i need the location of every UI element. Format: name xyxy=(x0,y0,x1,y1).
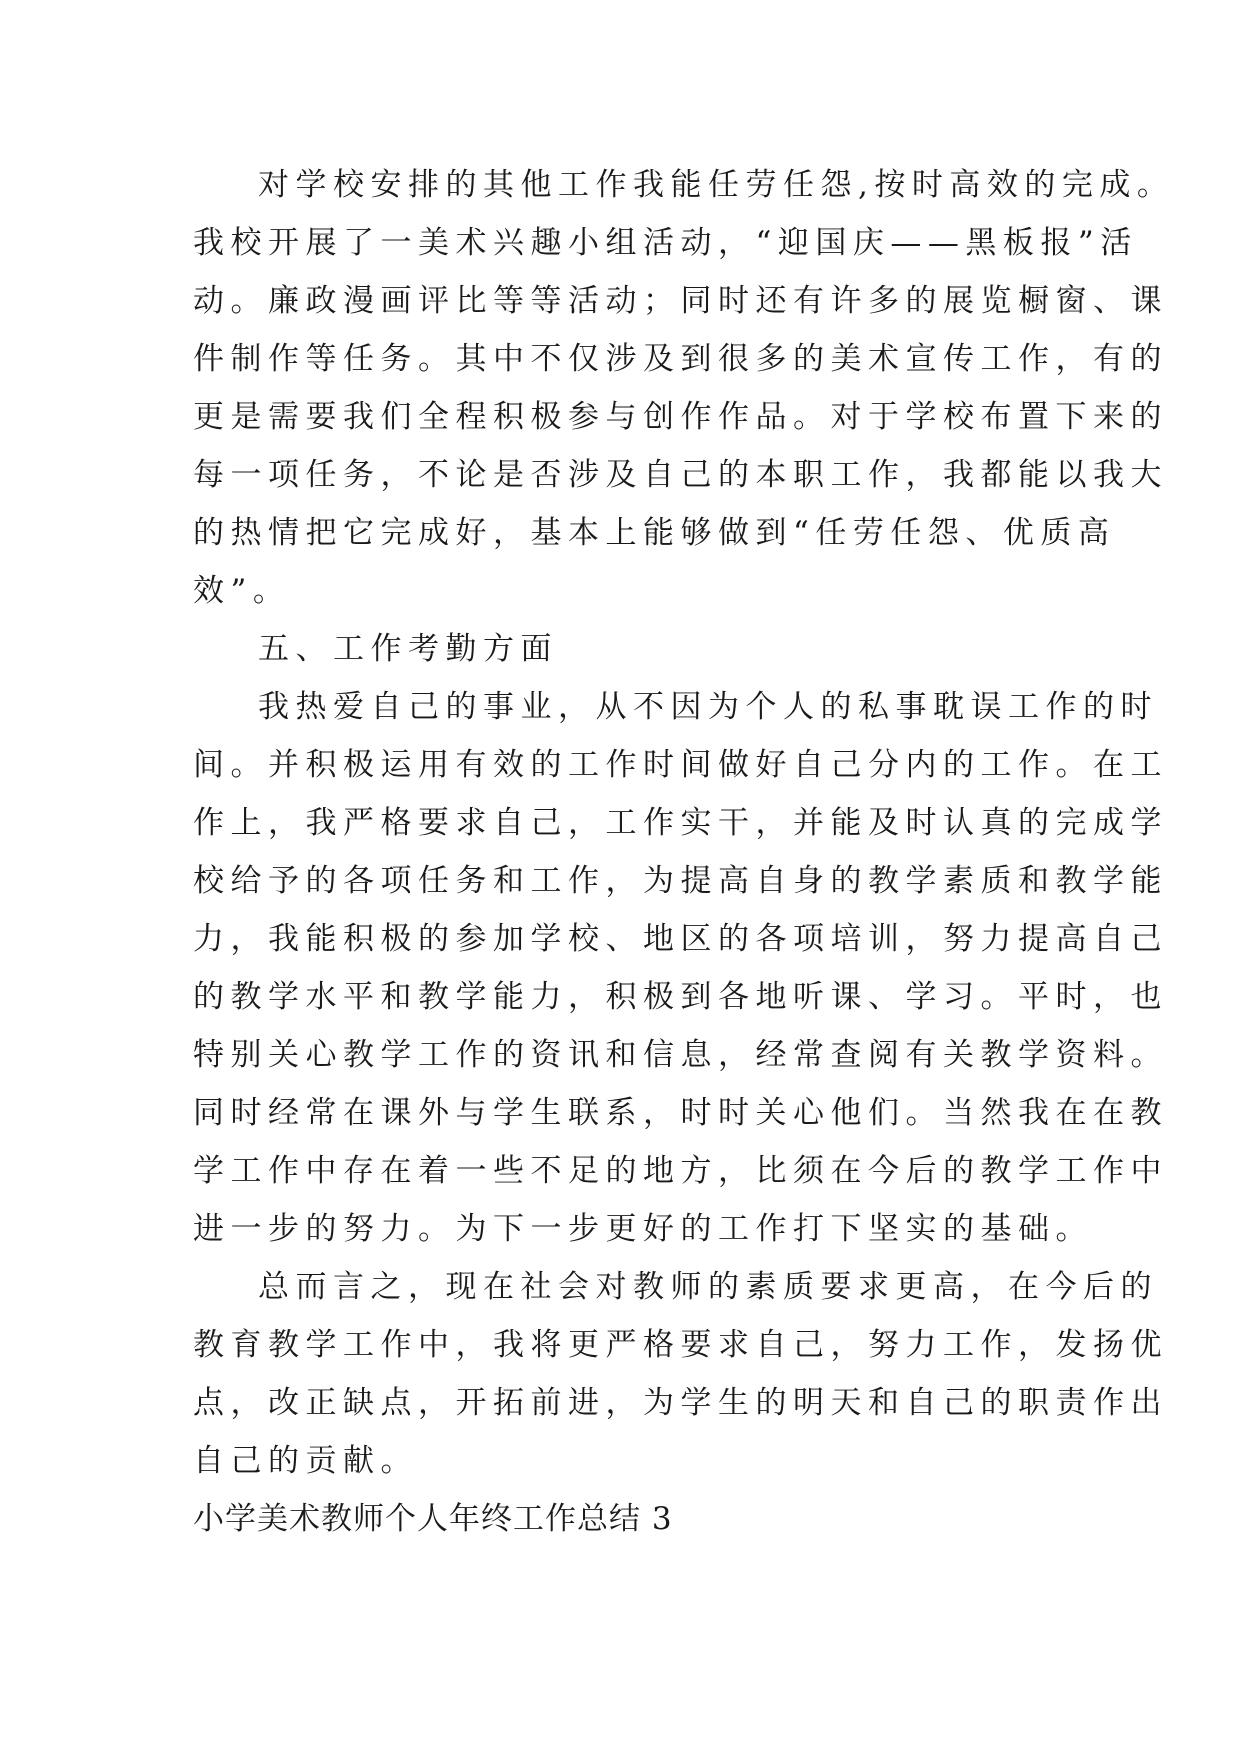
paragraph-line: 点，改正缺点，开拓前进，为学生的明天和自己的职责作出 xyxy=(193,1385,1168,1421)
paragraph-line: 同时经常在课外与学生联系，时时关心他们。当然我在在教 xyxy=(193,1095,1168,1131)
paragraph-line: 力，我能积极的参加学校、地区的各项培训，努力提高自己 xyxy=(193,921,1168,957)
paragraph-line: 间。并积极运用有效的工作时间做好自己分内的工作。在工 xyxy=(193,747,1168,783)
paragraph-line: 件制作等任务。其中不仅涉及到很多的美术宣传工作，有的 xyxy=(193,341,1168,377)
paragraph-line: 总而言之，现在社会对教师的素质要求更高，在今后的 xyxy=(258,1269,1158,1305)
document-heading: 小学美术教师个人年终工作总结 3 xyxy=(193,1501,673,1537)
paragraph-line: 自己的贡献。 xyxy=(193,1443,418,1479)
section-heading: 五、工作考勤方面 xyxy=(258,631,558,667)
paragraph-line: 我校开展了一美术兴趣小组活动，“迎国庆——黑板报”活 xyxy=(193,225,1138,261)
paragraph-line: 动。廉政漫画评比等等活动；同时还有许多的展览橱窗、课 xyxy=(193,283,1168,319)
paragraph-line: 对学校安排的其他工作我能任劳任怨,按时高效的完成。 xyxy=(258,167,1175,203)
paragraph-line: 学工作中存在着一些不足的地方，比须在今后的教学工作中 xyxy=(193,1153,1168,1189)
paragraph-line: 更是需要我们全程积极参与创作作品。对于学校布置下来的 xyxy=(193,399,1168,435)
paragraph-line: 每一项任务，不论是否涉及自己的本职工作，我都能以我大 xyxy=(193,457,1168,493)
paragraph-line: 的热情把它完成好，基本上能够做到“任劳任怨、优质高 xyxy=(193,515,1116,551)
paragraph-line: 特别关心教学工作的资讯和信息，经常查阅有关教学资料。 xyxy=(193,1037,1168,1073)
paragraph-line: 作上，我严格要求自己，工作实干，并能及时认真的完成学 xyxy=(193,805,1168,841)
paragraph-line: 进一步的努力。为下一步更好的工作打下坚实的基础。 xyxy=(193,1211,1093,1247)
paragraph-line: 教育教学工作中，我将更严格要求自己，努力工作，发扬优 xyxy=(193,1327,1168,1363)
paragraph-line: 的教学水平和教学能力，积极到各地听课、学习。平时，也 xyxy=(193,979,1168,1015)
paragraph-line: 我热爱自己的事业，从不因为个人的私事耽误工作的时 xyxy=(258,689,1158,725)
paragraph-line: 校给予的各项任务和工作，为提高自身的教学素质和教学能 xyxy=(193,863,1168,899)
paragraph-line: 效”。 xyxy=(193,573,291,609)
